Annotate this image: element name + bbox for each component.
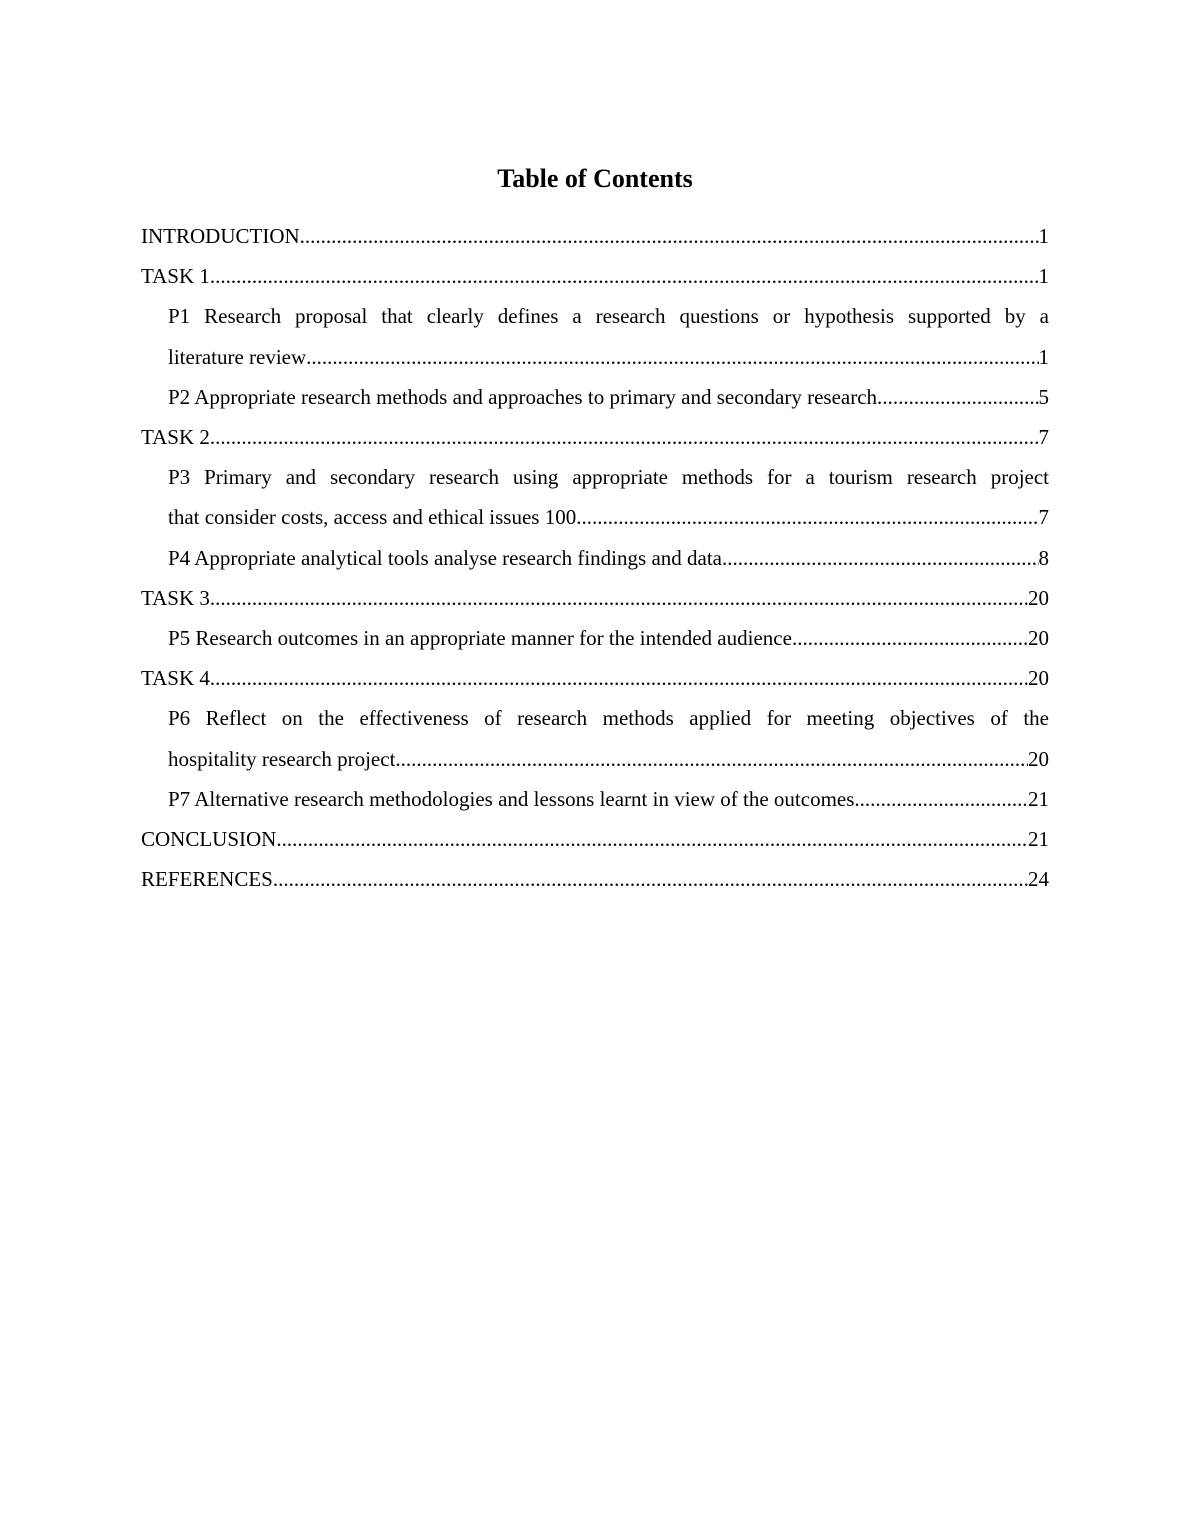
toc-entry-text: that consider costs, access and ethical issues 100 — [168, 505, 577, 530]
toc-page-number: 20 — [1028, 666, 1049, 691]
toc-page-number: 1 — [1038, 344, 1049, 369]
toc-entry-text: TASK 3 — [141, 585, 210, 610]
toc-page-number: 21 — [1028, 786, 1049, 811]
dot-leader — [395, 739, 1028, 779]
toc-entry-p1[interactable] — [141, 296, 1049, 376]
toc-entry-text: P7 Alternative research methodologies and lessons learnt in view of the outcomes — [168, 786, 855, 811]
toc-page-number: 5 — [1038, 384, 1049, 409]
toc-page-number: 21 — [1028, 827, 1049, 852]
toc-entry-task-1[interactable] — [141, 256, 1049, 296]
toc-entry-text: REFERENCES — [141, 867, 273, 892]
toc-entry-text: hospitality research project — [168, 746, 396, 771]
toc-page-number: 7 — [1038, 425, 1049, 450]
dot-leader — [722, 538, 1039, 578]
toc-entry-task-4[interactable] — [141, 658, 1049, 698]
toc-entry-text: P5 Research outcomes in an appropriate manner for the intended audience — [168, 626, 792, 651]
toc-entry-p2[interactable] — [141, 377, 1049, 417]
toc-entry-p5[interactable] — [141, 618, 1049, 658]
toc-entry-task-3[interactable] — [141, 578, 1049, 618]
toc-list — [141, 216, 1049, 899]
toc-page-number: 7 — [1038, 505, 1049, 530]
toc-entry-text: P2 Appropriate research methods and approaches to primary and secondary research. — [168, 384, 883, 409]
dot-leader — [854, 779, 1028, 819]
toc-page-number: 20 — [1028, 585, 1049, 610]
dot-leader — [210, 578, 1028, 618]
toc-entry-p6[interactable] — [141, 698, 1049, 778]
toc-page-number: 24 — [1028, 867, 1049, 892]
toc-entry-text: TASK 2 — [141, 425, 210, 450]
toc-title: Table of Contents — [497, 164, 693, 193]
toc-entry-task-2[interactable] — [141, 417, 1049, 457]
dot-leader — [210, 256, 1039, 296]
toc-page-number: 20 — [1028, 626, 1049, 651]
dot-leader — [306, 337, 1038, 377]
dot-leader — [792, 618, 1028, 658]
toc-entry-p7[interactable] — [141, 779, 1049, 819]
toc-page-number: 1 — [1038, 224, 1049, 248]
dot-leader — [273, 859, 1028, 899]
dot-leader — [276, 819, 1028, 859]
toc-page-number: 1 — [1038, 264, 1049, 289]
toc-entry-conclusion[interactable] — [141, 819, 1049, 859]
toc-entry-text-line-1: P3 Primary and secondary research using appropriate methods for a tourism research project — [168, 465, 1049, 490]
toc-entry-text: TASK 1 — [141, 264, 210, 289]
toc-entry-text: INTRODUCTION — [141, 224, 300, 248]
toc-page-number: 20 — [1028, 746, 1049, 771]
dot-leader — [210, 658, 1028, 698]
toc-entry-text-line-1: P1 Research proposal that clearly defines a research questions or hypothesis supported by a — [168, 304, 1049, 329]
dot-leader — [576, 497, 1038, 537]
toc-entry-text-line-1: P6 Reflect on the effectiveness of research methods applied for meeting objectives of the — [168, 706, 1049, 731]
toc-entry-p3[interactable] — [141, 457, 1049, 537]
toc-entry-p4[interactable] — [141, 538, 1049, 578]
toc-page-number: 8 — [1038, 545, 1049, 570]
dot-leader — [210, 417, 1039, 457]
toc-entry-references[interactable] — [141, 859, 1049, 899]
dot-leader — [882, 377, 1038, 417]
dot-leader — [300, 216, 1039, 256]
toc-entry-text: P4 Appropriate analytical tools analyse research findings and data — [168, 545, 722, 570]
toc-entry-text: literature review — [168, 344, 307, 369]
toc-entry-introduction[interactable] — [141, 216, 1049, 256]
toc-entry-text: TASK 4 — [141, 666, 210, 691]
toc-entry-text: CONCLUSION — [141, 827, 277, 852]
